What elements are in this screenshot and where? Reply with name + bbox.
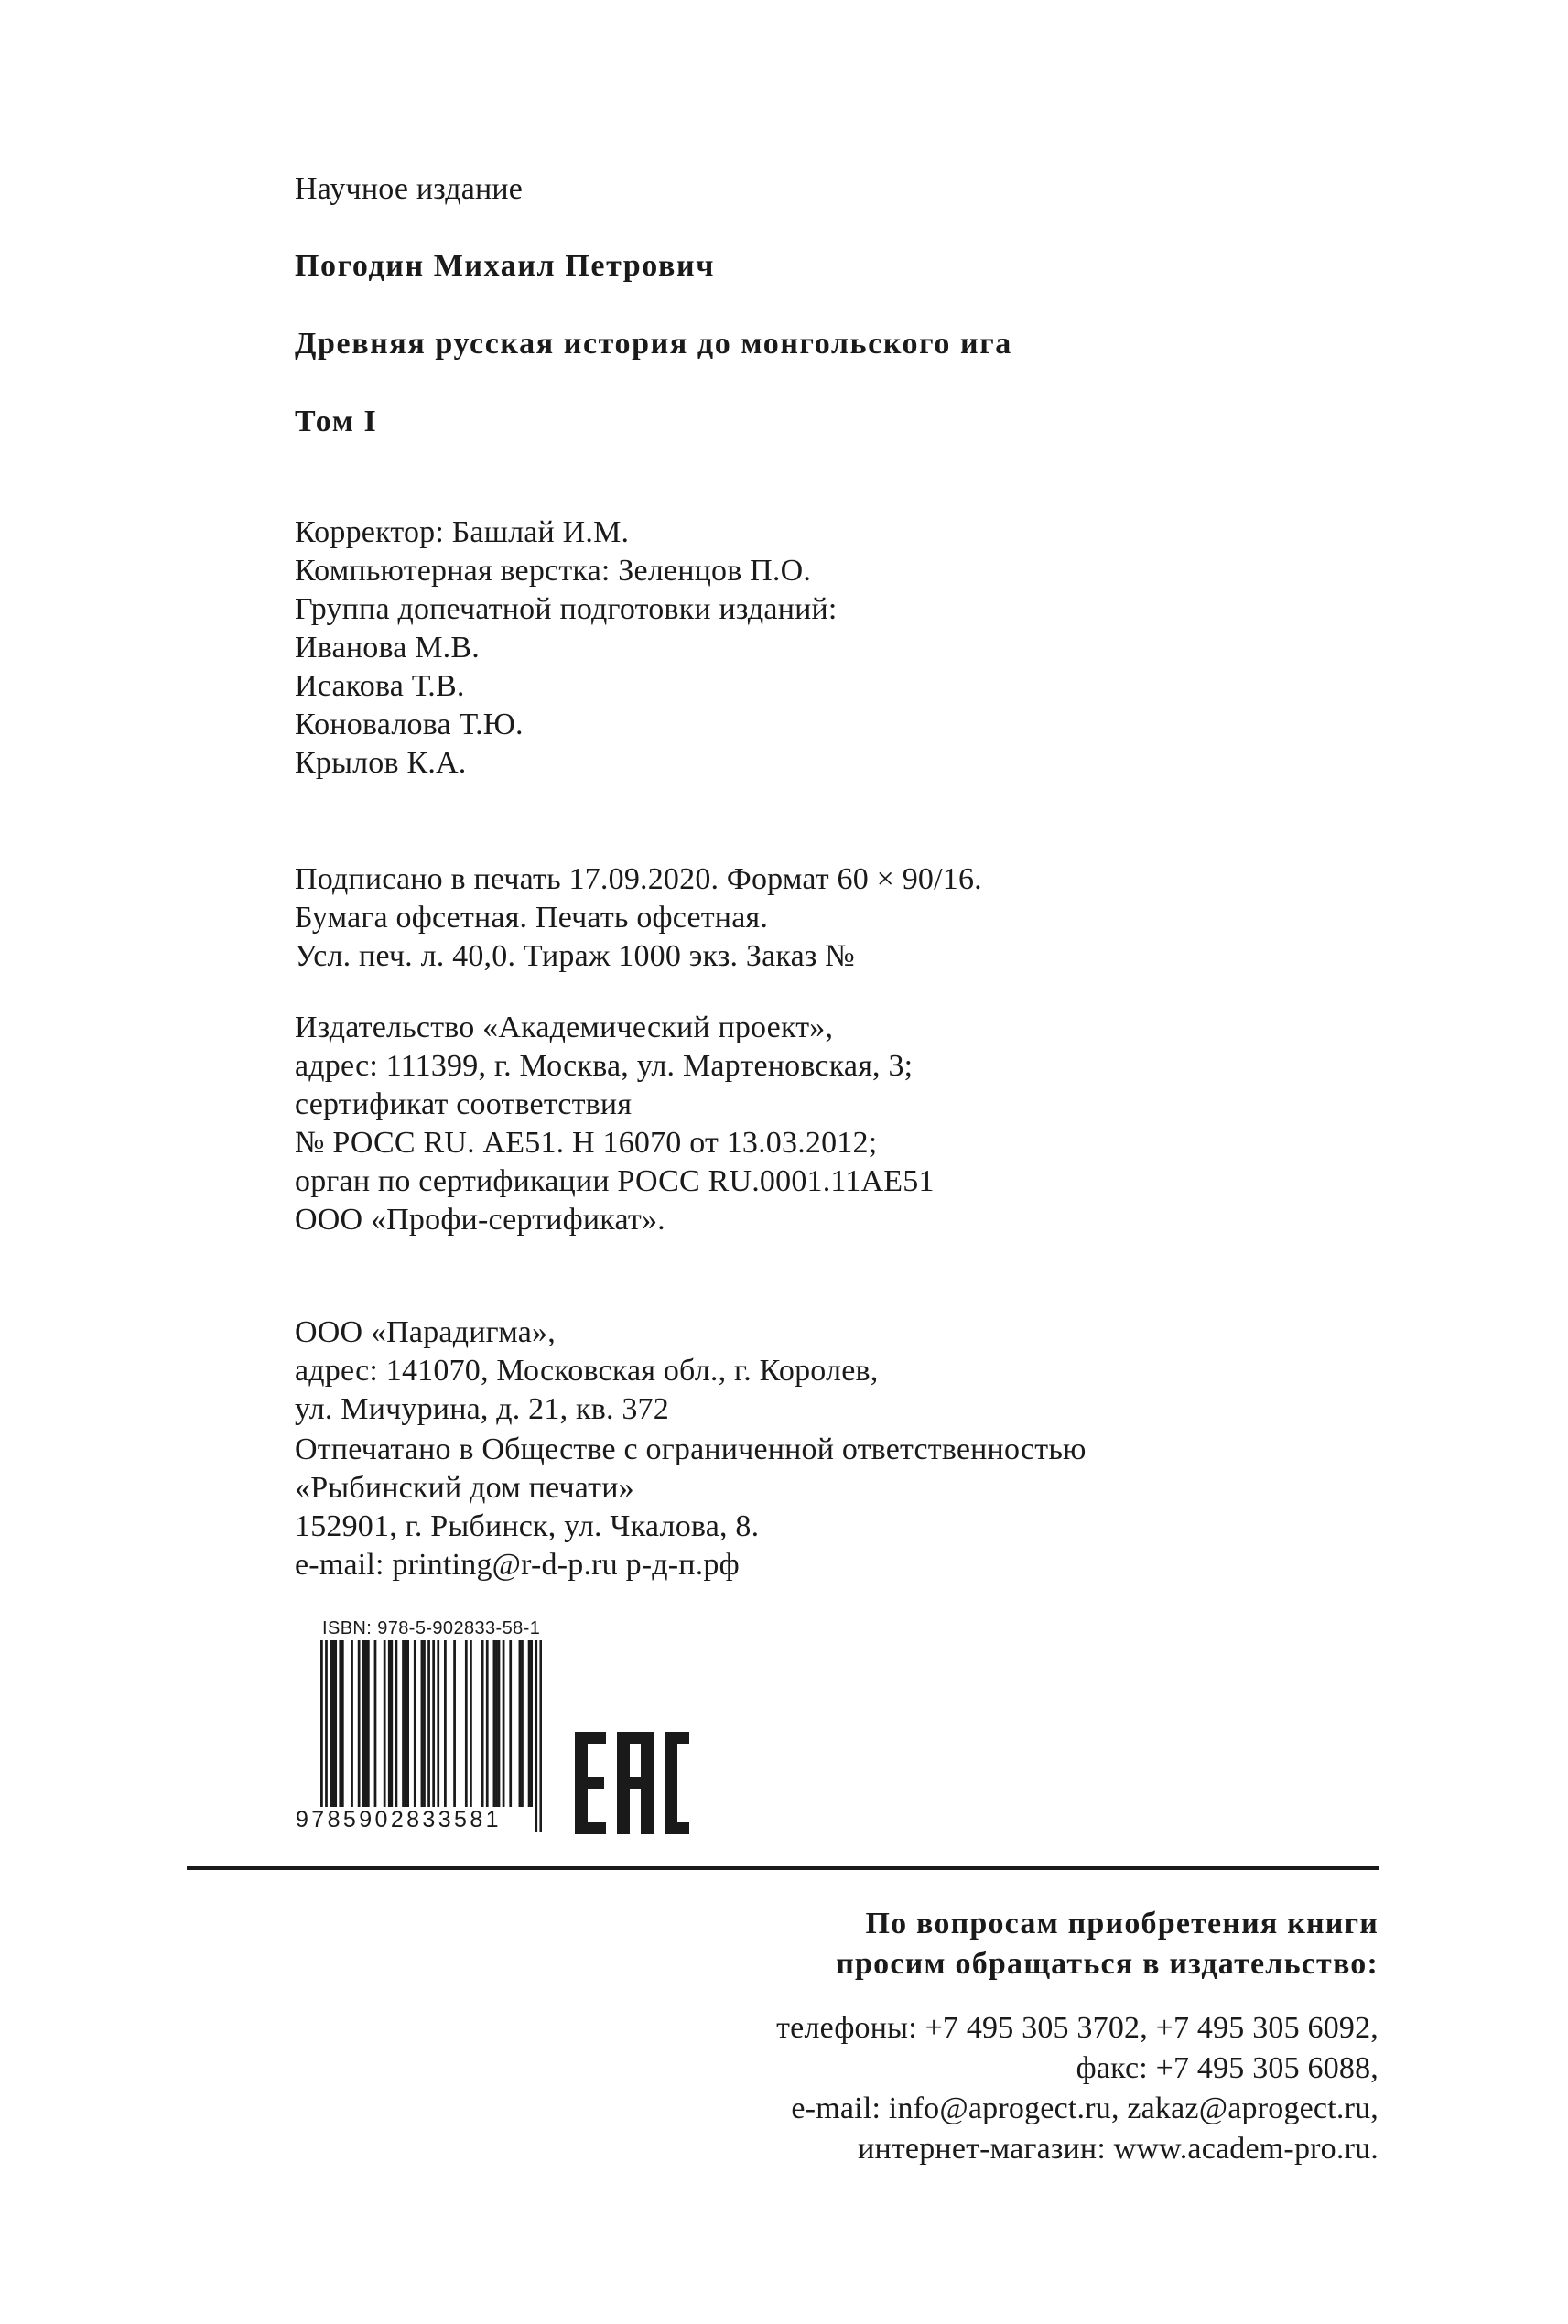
barcode-digits-text: 9785902833581 [296,1807,502,1832]
print-info-line: Усл. печ. л. 40,0. Тираж 1000 экз. Заказ № [295,939,855,973]
barcode-bar [503,1640,505,1807]
staff-line: Группа допечатной подготовки изданий: [295,592,838,626]
contact-details [776,2008,1379,2169]
paradigma-line: ул. Мичурина, д. 21, кв. 372 [295,1392,669,1426]
paradigma-line: адрес: 141070, Московская обл., г. Королев, [295,1354,879,1388]
contact-line: e-mail: info@aprogect.ru, zakaz@aprogect.ru, [791,2092,1379,2125]
barcode-bar [351,1640,353,1807]
isbn-label: ISBN: 978-5-902833-58-1 [322,1618,541,1638]
publisher-line: ООО «Профи-сертификат». [295,1203,665,1237]
staff-line: Корректор: Башлай И.М. [295,515,630,549]
publisher-line: Издательство «Академический проект», [295,1011,834,1044]
barcode-bar [423,1640,426,1807]
barcode-bar [341,1640,344,1807]
barcode-bar [374,1640,377,1807]
barcode-bar [437,1640,439,1807]
section-divider [187,1866,1379,1870]
barcode-bar [509,1640,512,1807]
staff-line: Иванова М.В. [295,631,480,665]
printer-line: Отпечатано в Обществе с ограниченной ответственностью [295,1432,1087,1466]
author-name [295,247,1393,286]
book-title [295,325,1393,363]
barcode-bar [493,1640,496,1807]
barcode-bar [362,1640,365,1807]
contact-heading [836,1904,1379,1984]
staff-line: Коновалова Т.Ю. [295,708,524,741]
volume-number-text: Том I [295,405,378,438]
staff-line: Крылов К.А. [295,746,467,780]
printer-line: 152901, г. Рыбинск, ул. Чкалова, 8. [295,1509,760,1543]
barcode-bar [339,1640,341,1807]
publisher-line: орган по сертификации РОСС RU.0001.11АЕ51 [295,1164,935,1198]
barcode-bar [384,1640,386,1807]
barcode-bar [444,1640,447,1807]
staff-line: Компьютерная верстка: Зеленцов П.О. [295,554,812,588]
contact-line: телефоны: +7 495 305 3702, +7 495 305 6092, [776,2011,1379,2045]
barcode-bar [519,1640,522,1807]
barcode-bar [358,1640,361,1807]
volume-number [295,403,1393,441]
contact-heading-line: По вопросам приобретения книги [865,1907,1379,1940]
edition-type [295,170,1393,209]
barcode-bar [406,1640,409,1807]
barcode-bar [402,1640,405,1807]
publisher-line: № РОСС RU. АЕ51. Н 16070 от 13.03.2012; [295,1126,878,1160]
barcode-bar [530,1640,533,1807]
contact-line: факс: +7 495 305 6088, [1076,2051,1379,2085]
print-info-line: Бумага офсетная. Печать офсетная. [295,901,769,935]
contact-line: интернет-магазин: www.academ-pro.ru. [858,2132,1379,2166]
barcode-bar [528,1640,531,1807]
contact-heading-line: просим обращаться в издательство: [836,1947,1379,1981]
barcode-bar [388,1640,391,1807]
barcode-bar [414,1640,416,1807]
printer-info [295,1431,1393,1584]
printer-line: «Рыбинский дом печати» [295,1471,634,1505]
book-title-text: Древняя русская история до монгольского ига [295,327,1012,361]
paradigma-line: ООО «Парадигма», [295,1315,556,1349]
barcode-bar [364,1640,367,1807]
barcode-bar [395,1640,398,1807]
barcode-bar [332,1640,335,1807]
print-info-line: Подписано в печать 17.09.2020. Формат 60 × 90/16. [295,862,982,896]
publisher-info [295,1009,1393,1239]
barcode-bar [498,1640,501,1807]
barcode-bar [453,1640,456,1807]
barcode-bar [465,1640,468,1807]
barcode-bar [367,1640,370,1807]
barcode-bar [390,1640,393,1807]
staff-line: Исакова Т.В. [295,669,465,703]
barcode-bar [330,1640,332,1807]
printer-line: e-mail: printing@r-d-p.ru р-д-п.рф [295,1548,740,1582]
barcode-bar [405,1640,407,1807]
barcode-bar [421,1640,424,1807]
barcode-bar [495,1640,498,1807]
edition-type-text: Научное издание [295,172,524,206]
barcode-digits [295,1801,542,1838]
eac-mark-icon [575,1732,689,1834]
paradigma-info [295,1313,1393,1429]
publisher-line: адрес: 111399, г. Москва, ул. Мартеновская, 3; [295,1049,914,1083]
print-info [295,860,1393,976]
barcode-bar [470,1640,472,1807]
barcode-bar [521,1640,524,1807]
author-name-text: Погодин Михаил Петрович [295,249,715,283]
publisher-line: сертификат соответствия [295,1087,633,1121]
barcode-bar [334,1640,337,1807]
barcode-bar [486,1640,489,1807]
barcode-bar [481,1640,484,1807]
staff-credits [295,513,1393,783]
